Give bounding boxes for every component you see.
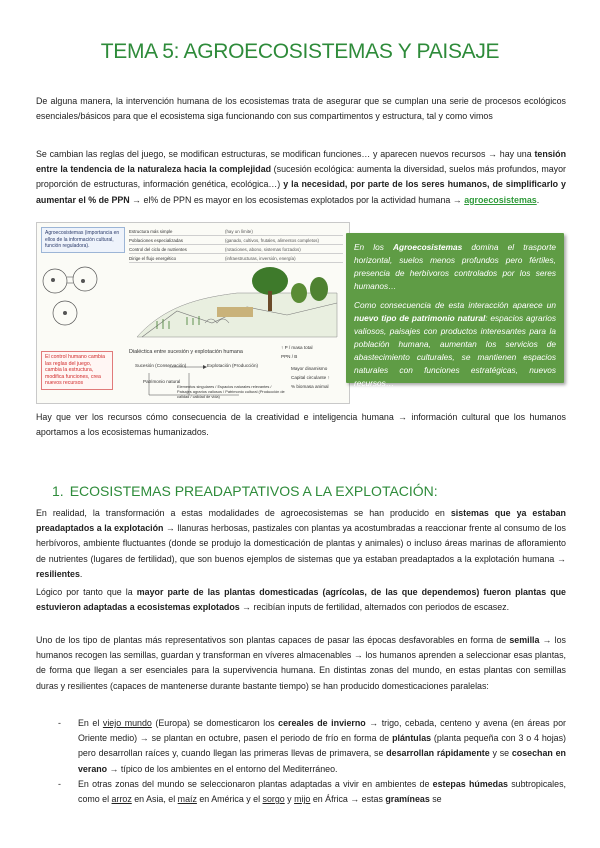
bullet-dash: - (58, 718, 61, 728)
bullet-dash: - (58, 778, 61, 789)
figure-exploitation-label: Explotación (Producción) (207, 363, 259, 368)
callout-paragraph: En los Agroecosistemas domina el trasporte horizontal, suelos menos profundos pero fértiles, presencia de herbívoros controlados por los seres humanos… (354, 242, 556, 291)
figure-stat-label: Capital circulante ↑ (291, 375, 330, 380)
resources-paragraph: Hay que ver los recursos cómo consecuencia de la creatividad e inteligencia humana → información cultural que los humanos aportamos a los ecosistemas humanizados. (36, 412, 566, 438)
domestication-list (58, 716, 566, 807)
figure-stat-label: ↑ P / masa total (281, 345, 313, 350)
figure-dialectic-label: Dialéctica entre sucesión y explotación humana (129, 349, 243, 355)
figure-agroecosystems-box: Agroecosistemas (importancia en ellos de la información cultural, función reguladora). (41, 227, 125, 253)
figure-succession-label: Sucesión (Conservación) (135, 363, 187, 368)
figure-elements-label: Elementos singulares / Espacios naturales relevantes / Paisajes agrarios valiosos / Patrimonio cultural (Producción de calidad / calidad de vida) (177, 384, 285, 399)
figure-table-row: Poblaciones especializadas (ganado, cultivos, frutales, alimentos completos) (129, 236, 343, 245)
callout-paragraph: Como consecuencia de esta interacción aparece un nuevo tipo de patrimonio natural: espacios agrarios valiosos, paisajes con productos interesantes para la población humana, aumentan los servicios de abastecimiento culturales, se mantienen espacios naturales con funciones estratégicas, nuevos recursos… (354, 300, 556, 388)
seed-plants-paragraph: Uno de los tipo de plantas más representativos son plantas capaces de pasar las épocas desfavorables en forma de semilla → los humanos recogen las semillas, guardan y transforman en víveres almacenables → los humanos aprenden a seleccionar esas plantas, de forma que llegan a ser esenciales para la supervivencia humana. En distintas zonas del mundo, en estas plantas con semillas duras y resilientes (capaces de mantenerse durante bastante tiempo) se han producido domesticaciones paralelas: (36, 635, 566, 691)
landscape-illustration (37, 263, 349, 343)
section-heading: 1. ECOSISTEMAS PREADAPTATIVOS A LA EXPLOTACIÓN: (52, 483, 438, 499)
rules-paragraph: Se cambian las reglas del juego, se modifican estructuras, se modifican funciones… y aparecen nuevos recursos → hay una tensión entre la tendencia de la naturaleza hacia la complejidad (sucesión ecológica: aumenta la diversidad, suelos más profundos, mayor proporción de estructuras, información genética, ecológica…) y la necesidad, por parte de los seres humanos, de simplificarlo y aumentar el % de PPN → el% de PPN es mayor en los ecosistemas explotados por la actividad humana → agroecosistemas. (36, 149, 566, 205)
figure-table-row: Dirige el flujo energético (infraestructuras, inversión, energía) (129, 254, 343, 263)
figure-stat-label: Mayor dinamismo (291, 366, 328, 371)
figure-table (129, 227, 343, 263)
agroecosystems-link[interactable]: agroecosistemas (464, 194, 537, 205)
agroecosystem-figure (36, 222, 350, 404)
domesticated-plants-paragraph: Lógico por tanto que la mayor parte de las plantas domesticadas (agrícolas, de las que dependemos) fueron plantas que estuvieron adaptadas a ecosistemas explotados → recibían inputs de fertilidad, alternados con periodos de escasez. (36, 587, 566, 613)
agroecosystems-callout (346, 233, 564, 388)
figure-table-row: Control del ciclo de nutrientes (rotaciones, abono, sistemas forzados) (129, 245, 343, 254)
figure-stat-label: PPN / B (281, 354, 298, 359)
figure-table-row: Estructura más simple (hay un límite) (129, 227, 343, 236)
figure-stat-label: % biomasa animal (291, 384, 329, 389)
figure-human-control-note: El control humano cambia las reglas del juego, cambia la estructura, modifica funciones, crea nuevos recursos (41, 351, 113, 390)
figure-heritage-label: Patrimonio natural (143, 379, 181, 384)
list-item: - En el viejo mundo (Europa) se domesticaron los cereales de invierno → trigo, cebada, centeno y avena (en áreas por Oriente medio) → se plantan en octubre, pasen el periodo de frío en forma de plántulas (planta pequeña con 3 o 4 hojas) pero desarrollan raíces y, cuando llegan las primeras llevas de primavera, se desarrollan rápidamente y se cosechan en verano → típico de los ambientes en el entorno del Mediterráneo. (58, 718, 566, 774)
list-item: - En otras zonas del mundo se seleccionaron plantas adaptadas a vivir en ambientes de estepas húmedas subtropicales, como el arroz en Asia, el maíz en América y el sorgo y mijo en África → estas gramíneas se (58, 778, 566, 805)
page-title: TEMA 5: AGROECOSISTEMAS Y PAISAJE (100, 40, 500, 63)
intro-paragraph: De alguna manera, la intervención humana de los ecosistemas trata de asegurar que se cumplan una serie de procesos ecológicos esenciales/básicos para que el ecosistema siga funcionando con sus compartimentos y estructura, tal y como vimos (36, 96, 566, 122)
preadapted-paragraph: En realidad, la transformación a estas modalidades de agroecosistemas se han producido en sistemas que ya estaban preadaptados a la explotación → llanuras herbosas, pastizales con plantas ya acostumbradas a reaccionar frente al consumo de los herbívoros, ambiente fluctuantes (donde se produjo la domesticación de plantas y animales) o incluso áreas marinas de afloramiento de nutrientes (lugares de fertilidad), que son buenos ejemplos de sistemas que ya estaban preadaptados a la explotación humana → resilientes. (36, 508, 566, 579)
